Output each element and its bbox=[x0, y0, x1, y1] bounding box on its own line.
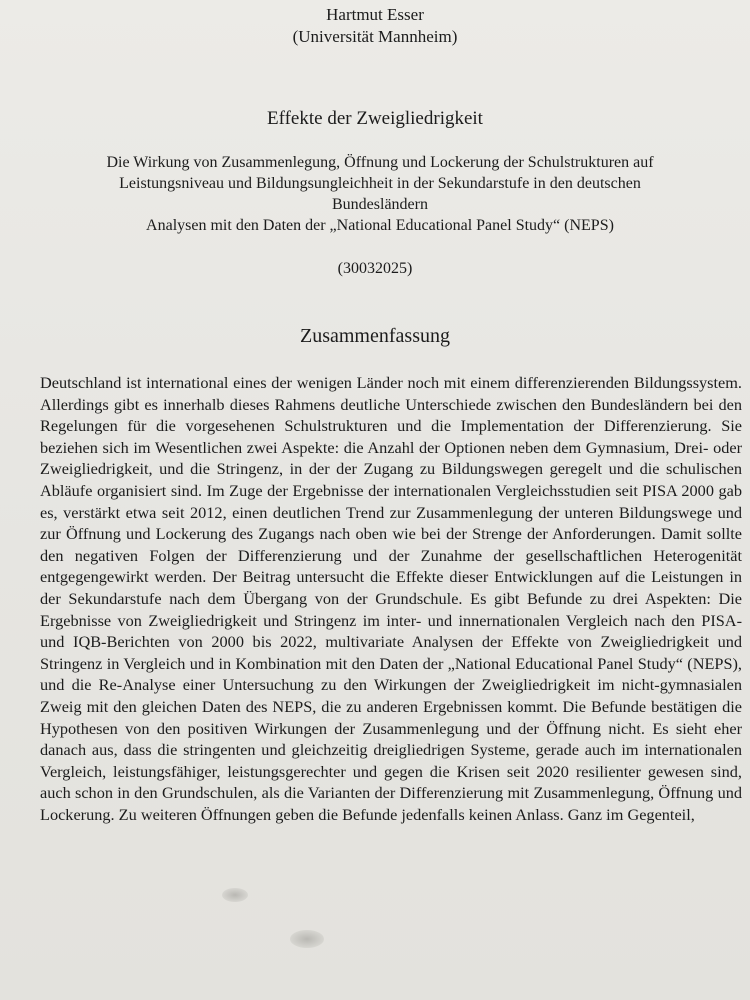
subtitle-line: Leistungsniveau und Bildungsungleichheit in der Sekundarstufe in den deutschen bbox=[119, 175, 641, 192]
document-code: (30032025) bbox=[337, 260, 413, 277]
paper-smudge bbox=[290, 930, 324, 948]
summary-paragraph: Deutschland ist international eines der wenigen Länder noch mit einem differenzierenden Bildungssystem. Allerdings gibt es innerhalb dieses Rahmens deutliche Unterschiede zwischen den Bundesländern bei den Regelungen für die vorgesehenen Schulstrukturen und die Implementation der Differenzierung. Sie beziehen sich im Wesentlichen zwei Aspekte: die Anzahl der Optionen neben dem Gymnasium, Drei- oder Zweigliedrigkeit, und die Stringenz, in der der Zugang zu Bildungswegen geregelt und die schulischen Abläufe organisiert sind. Im Zuge der Ergebnisse der internationalen Vergleichsstudien seit PISA 2000 gab es, verstärkt etwa seit 2012, einen deutlichen Trend zur Zusammenlegung der unteren Bildungswege und zur Öffnung und Lockerung des Zugangs nach oben wie bei der Strenge der Anforderungen. Damit sollte den negativen Folgen der Differenzierung und der Zunahme der gesellschaftlichen Heterogenität entgegengewirkt werden. Der Beitrag untersucht die Effekte dieser Entwicklungen auf die Leistungen in der Sekundarstufe nach dem Übergang von der Grundschule. Es gibt Befunde zu drei Aspekten: Die Ergebnisse von Zweigliedrigkeit und Stringenz im inter- und innernationalen Vergleich nach den PISA- und IQB-Berichten von 2000 bis 2022, multivariate Analysen der Effekte von Zweigliedrigkeit und Stringenz in Vergleich und in Kombination mit den Daten der „National Educational Panel Study“ (NEPS), und die Re-Analyse einer Untersuchung zu den Wirkungen der Zweigliedrigkeit im nicht-gymnasialen Zweig mit den gleichen Daten des NEPS, die zu anderen Ergebnissen kommt. Die Befunde bestätigen die Hypothesen von den positiven Wirkungen der Zusammenlegung und der Öffnung nicht. Es sieht eher danach aus, dass die stringenten und gleichzeitig dreigliedrigen Systeme, gerade auch im internationalen Vergleich, leistungsfähiger, leistungsgerechter und gegen die Krisen seit 2020 resilienter gewesen sind, auch schon in den Grundschulen, als die Varianten der Differenzierung mit Zusammenlegung, Öffnung und Lockerung. Zu weiteren Öffnungen geben die Befunde jedenfalls keinen Anlass. Ganz im Gegenteil, bbox=[40, 373, 742, 824]
author-affiliation: (Universität Mannheim) bbox=[292, 27, 458, 46]
author-block bbox=[0, 4, 750, 48]
subtitle-line: Die Wirkung von Zusammenlegung, Öffnung und Lockerung der Schulstrukturen auf bbox=[106, 154, 654, 171]
document-title: Effekte der Zweigliedrigkeit bbox=[267, 108, 483, 129]
author-name: Hartmut Esser bbox=[326, 5, 424, 24]
document-subtitle bbox=[60, 152, 700, 236]
paper-smudge bbox=[222, 888, 248, 902]
summary-body bbox=[40, 372, 742, 825]
summary-heading: Zusammenfassung bbox=[300, 325, 450, 347]
subtitle-line: Analysen mit den Daten der „National Educational Panel Study“ (NEPS) bbox=[146, 217, 614, 234]
subtitle-line: Bundesländern bbox=[332, 196, 428, 213]
